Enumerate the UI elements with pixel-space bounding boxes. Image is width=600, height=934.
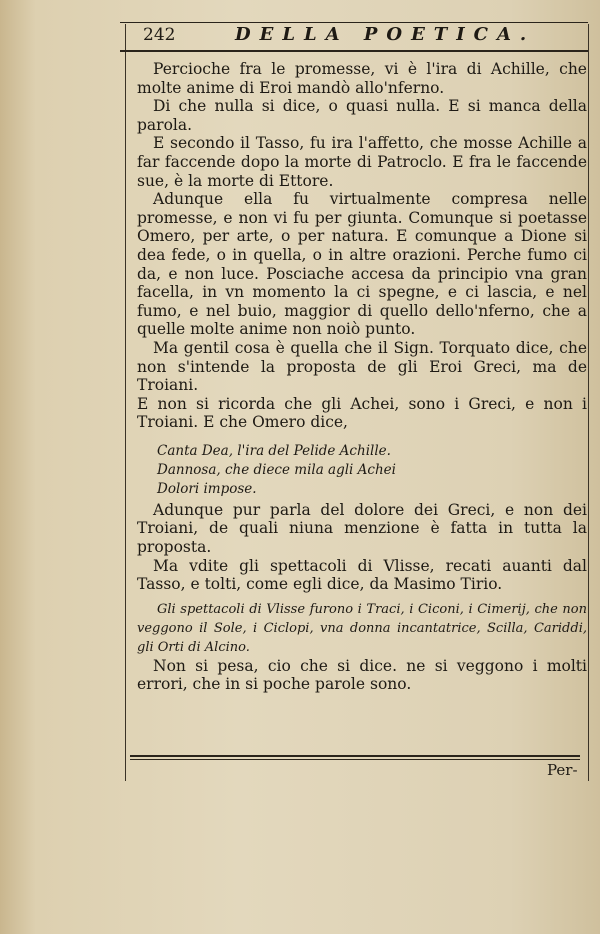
- paragraph: Non si pesa, cio che si dice. ne si veggono i molti errori, che in si poche parole sono.: [137, 656, 587, 694]
- paragraph: Adunque pur parla del dolore dei Greci, e non dei Troiani, de quali niuna menzione è fatta in tutta la proposta.: [137, 500, 587, 557]
- paragraph: E non si ricorda che gli Achei, sono i Greci, e non i Troiani. E che Omero dice,: [137, 394, 587, 432]
- verse-line: Canta Dea, l'ira del Pelide Achille.: [157, 442, 391, 459]
- paragraph: Di che nulla si dice, o quasi nulla. E si manca della parola.: [137, 97, 587, 134]
- verse-line: Dolori impose.: [157, 480, 257, 497]
- paragraph: Percioche fra le promesse, vi è l'ira di Achille, che molte anime di Eroi mandò allo'nferno.: [137, 60, 587, 97]
- verse-quotation: [137, 442, 587, 499]
- right-border-line: [588, 24, 589, 781]
- text-block: [137, 60, 587, 694]
- catchword: Per-: [547, 761, 578, 779]
- page-number: 242: [143, 25, 176, 45]
- verse-line: Dannosa, che diece mila agli Achei: [157, 461, 396, 478]
- left-border-line: [125, 24, 126, 781]
- top-rule: [120, 22, 588, 23]
- running-head: DELLA POETICA.: [235, 24, 536, 45]
- page-header: [143, 24, 583, 48]
- bottom-rule-thin: [130, 759, 580, 760]
- paragraph: Ma vdite gli spettacoli di Vlisse, recati auanti dal Tasso, e tolti, come egli dice, da Masimo Tirio.: [137, 556, 587, 594]
- italic-quotation: Gli spettacoli di Vlisse furono i Traci, i Ciconi, i Cimerij, che non veggono il Sole, i Ciclopi, vna donna incantatrice, Scilla, Cariddi, gli Orti di Alcino.: [137, 601, 587, 655]
- bottom-rule: [130, 755, 580, 757]
- header-rule: [120, 50, 588, 52]
- paragraph: E secondo il Tasso, fu ira l'affetto, che mosse Achille a far faccende dopo la morte di Patroclo. E fra le faccende sue, è la morte di Ettore.: [137, 134, 587, 190]
- paragraph: Ma gentil cosa è quella che il Sign. Torquato dice, che non s'intende la proposta de gli Eroi Greci, ma de Troiani.: [137, 338, 587, 395]
- paragraph: Adunque ella fu virtualmente compresa nelle promesse, e non vi fu per giunta. Comunque si poetasse Omero, per arte, o per natura. E comunque a Dione si dea fede, o in quella, o in altre orazioni. Perche fumo ci da, e non luce. Posciache accesa da principio vna gran facella, in vn momento la ci spegne, e ci lascia, e nel fumo, e nel buio, maggior di quello dello'nferno, che a quelle molte anime non noiò punto.: [137, 190, 587, 339]
